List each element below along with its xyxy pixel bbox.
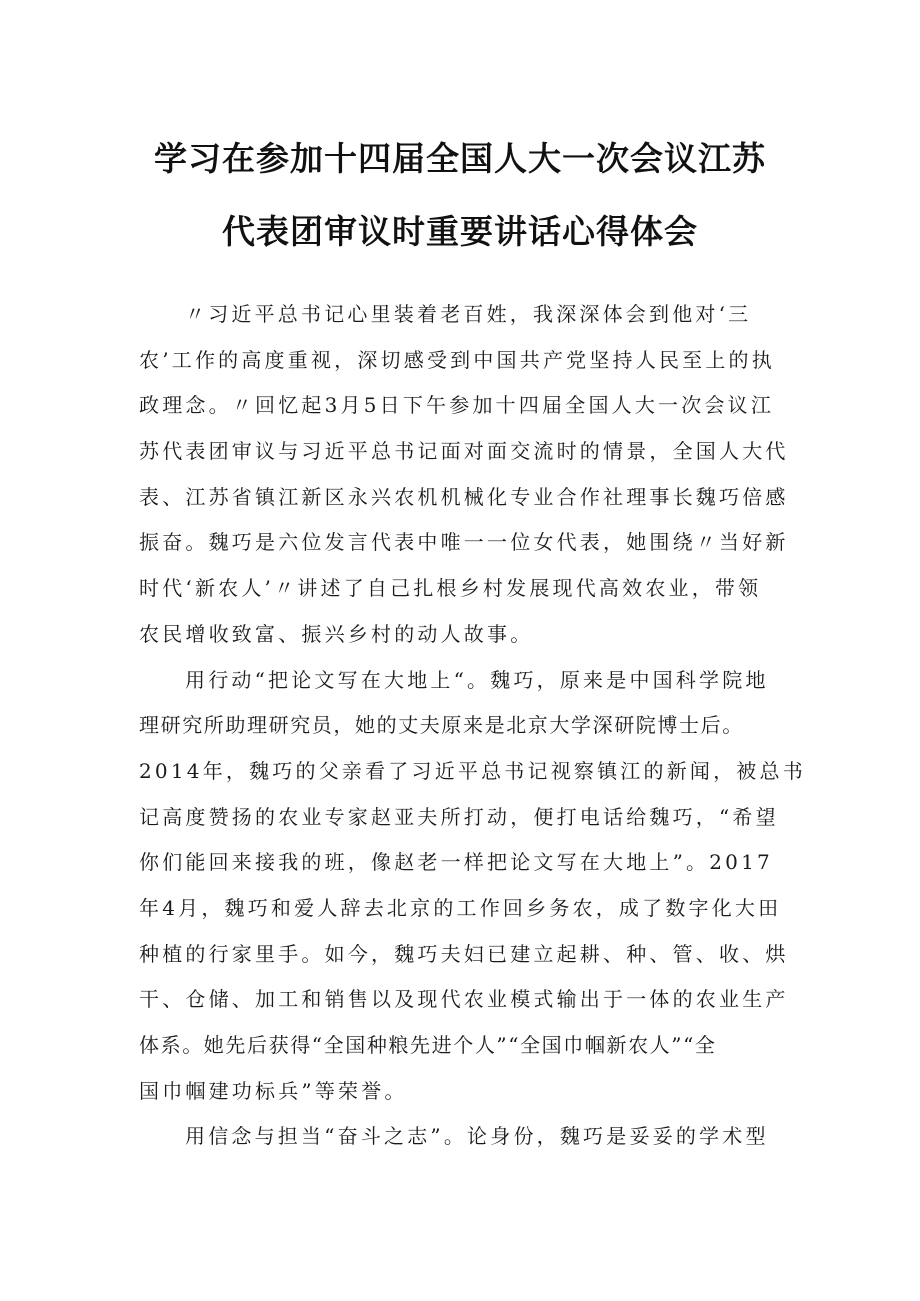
paragraph-line: 干、仓储、加工和销售以及现代农业模式输出于一体的农业生产	[139, 987, 789, 1012]
paragraph-line: 体系。她先后获得“全国种粮先进个人”“全国巾帼新农人”“全	[139, 1033, 717, 1057]
paragraph-line: 振奋。魏巧是六位发言代表中唯一一位女代表，她围绕〃当好新	[139, 530, 789, 555]
paragraph-line: 苏代表团审议与习近平总书记面对面交流时的情景，全国人大代	[139, 439, 789, 464]
paragraph-line: 理研究所助理研究员，她的丈夫原来是北京大学深研院博士后。	[139, 713, 744, 738]
paragraph-line: 国巾帼建功标兵”等荣誉。	[139, 1078, 408, 1103]
document-title-line-2: 代表团审议时重要讲话心得体会	[222, 212, 698, 251]
paragraph-line: 记高度赞扬的农业专家赵亚夫所打动，便打电话给魏巧，“希望	[139, 804, 779, 829]
paragraph-line: 〃习近平总书记心里装着老百姓，我深深体会到他对‘三	[185, 302, 752, 326]
paragraph-line: 农’工作的高度重视，深切感受到中国共产党坚持人民至上的执	[139, 347, 775, 372]
paragraph-line: 种植的行家里手。如今，魏巧夫妇已建立起耕、种、管、收、烘	[139, 941, 789, 966]
document-body	[139, 292, 806, 1160]
paragraph-line: 表、江苏省镇江新区永兴农机机械化专业合作社理事长魏巧倍感	[139, 484, 789, 509]
paragraph-line: 你们能回来接我的班，像赵老一样把论文写在大地上”。2017	[139, 850, 773, 875]
paragraph-line: 2014年，魏巧的父亲看了习近平总书记视察镇江的新闻，被总书	[139, 758, 806, 783]
paragraph-line: 政理念。〃回忆起3月5日下午参加十四届全国人大一次会议江	[139, 393, 775, 418]
paragraph-line: 用信念与担当“奋斗之志”。论身份，魏巧是妥妥的学术型	[185, 1124, 769, 1149]
document-title-line-1: 学习在参加十四届全国人大一次会议江苏	[154, 139, 766, 178]
paragraph-line: 农民增收致富、振兴乡村的动人故事。	[139, 621, 534, 646]
paragraph-line: 用行动“把论文写在大地上“。魏巧，原来是中国科学院地	[185, 667, 769, 692]
paragraph-line: 年4月，魏巧和爱人辞去北京的工作回乡务农，成了数字化大田	[139, 895, 782, 920]
paragraph-line: 时代‘新农人’〃讲述了自己扎根乡村发展现代高效农业，带领	[139, 576, 762, 601]
